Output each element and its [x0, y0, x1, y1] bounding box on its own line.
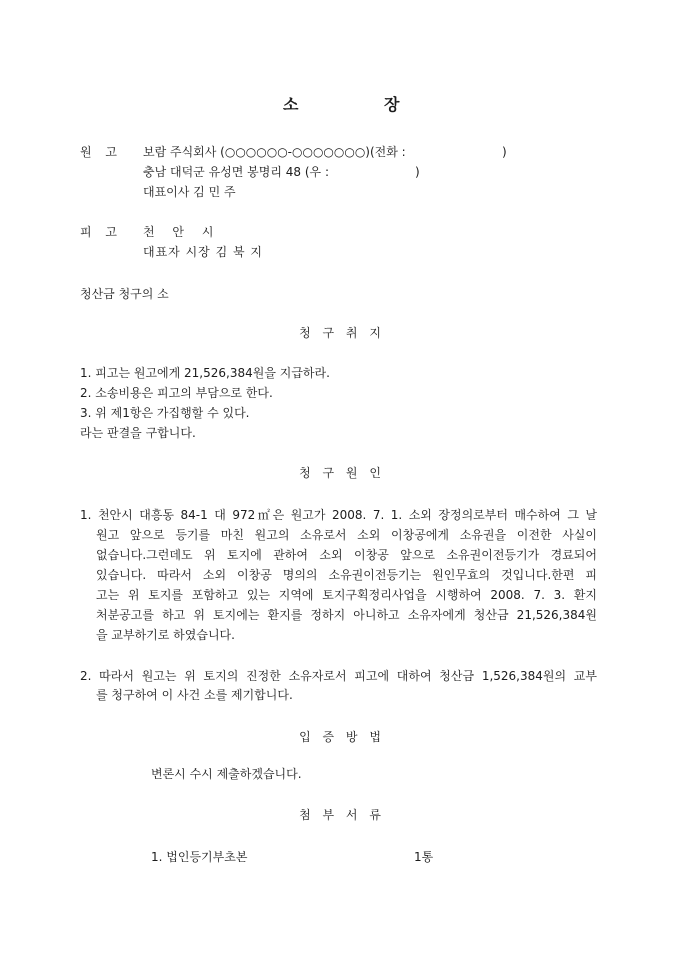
- defendant-label: 피 고: [80, 225, 122, 239]
- plaintiff-name-line: 보람 주식회사 (○○○○○○-○○○○○○○)(전화 :: [143, 145, 406, 159]
- cause-1-line-3: 없습니다.그런데도 위 토지에 관하여 소외 이창공 앞으로 소유권이전등기가 경료되어: [96, 548, 597, 562]
- cause-heading: 청 구 원 인: [299, 466, 385, 480]
- plaintiff-label: 원 고: [80, 145, 122, 159]
- plaintiff-phone-close: ): [502, 145, 507, 159]
- cause-1-line-7: 을 교부하기로 하였습니다.: [96, 628, 235, 642]
- attachment-item-name: 1. 법인등기부초본: [151, 850, 248, 864]
- defendant-name: 천 안 시: [143, 225, 221, 239]
- evidence-text: 변론시 수시 제출하겠습니다.: [151, 767, 302, 781]
- defendant-representative: 대표자 시장 김 북 지: [143, 245, 263, 259]
- attachments-heading: 첨 부 서 류: [299, 808, 385, 822]
- cause-1-line-6: 처분공고를 하고 위 토지에는 환지를 정하지 아니하고 소유자에게 청산금 21,526,384원: [96, 608, 597, 622]
- cause-1-line-1: 1. 천안시 대흥동 84-1 대 972㎡은 원고가 2008. 7. 1. 소외 장정의로부터 매수하여 그 날: [80, 508, 597, 522]
- plaintiff-address-line: 충남 대덕군 유성면 봉명리 48 (우 :: [143, 165, 329, 179]
- attachment-item-count: 1통: [414, 850, 434, 864]
- cause-1-line-5: 고는 위 토지를 포함하고 있는 지역에 토지구획정리사업을 시행하여 2008. 7. 3. 환지: [96, 588, 597, 602]
- evidence-heading: 입 증 방 법: [299, 730, 385, 744]
- claim-closing: 라는 판결을 구합니다.: [80, 426, 196, 440]
- plaintiff-representative: 대표이사 김 민 주: [143, 185, 236, 199]
- claim-item-1: 1. 피고는 원고에게 21,526,384원을 지급하라.: [80, 366, 330, 380]
- case-name: 청산금 청구의 소: [80, 287, 169, 301]
- claim-item-2: 2. 소송비용은 피고의 부담으로 한다.: [80, 386, 273, 400]
- cause-2-line-2: 를 청구하여 이 사건 소를 제기합니다.: [96, 688, 293, 702]
- plaintiff-postcode-close: ): [415, 165, 420, 179]
- document-title: 소 장: [283, 95, 440, 114]
- cause-1-line-2: 원고 앞으로 등기를 마친 원고의 소유로서 소외 이창공에게 소유권을 이전한 사실이: [96, 528, 597, 542]
- cause-1-line-4: 있습니다. 따라서 소외 이창공 명의의 소유권이전등기는 원인무효의 것입니다.한편 피: [96, 568, 597, 582]
- cause-2-line-1: 2. 따라서 원고는 위 토지의 진정한 소유자로서 피고에 대하여 청산금 1,526,384원의 교부: [80, 669, 597, 683]
- claim-heading: 청 구 취 지: [299, 326, 385, 340]
- claim-item-3: 3. 위 제1항은 가집행할 수 있다.: [80, 406, 250, 420]
